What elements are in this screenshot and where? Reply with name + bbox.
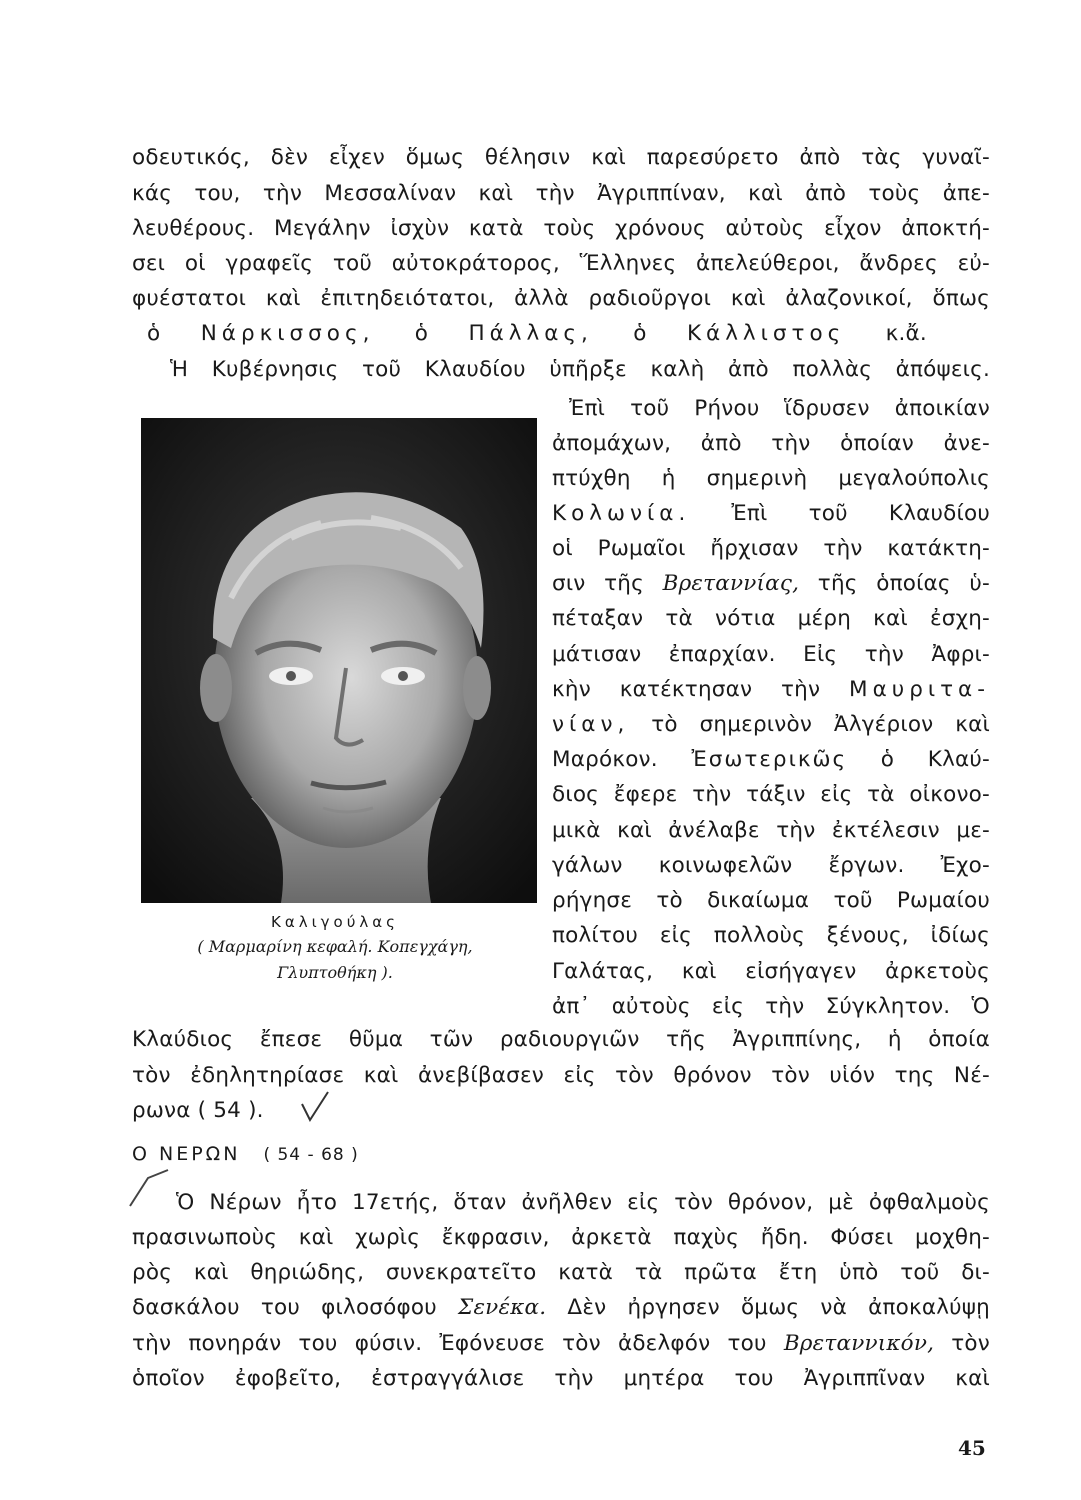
caption-line: ( Μαρμαρίνη κεφαλή. Κοπεγχάγη,: [197, 937, 473, 956]
portrait-illustration: [141, 418, 537, 903]
text-line: τὸν ἐδηλητηρίασε καὶ ἀνεβίβασεν εἰς τὸν θρόνον τὸν υἱόν της Νέ-: [132, 1063, 990, 1088]
text-line: ἀπ᾽ αὐτοὺς εἰς τὴν Σύγκλητον. Ὁ: [552, 994, 990, 1019]
text-line: ρήγησε τὸ δικαίωμα τοῦ Ρωμαίου: [552, 888, 990, 913]
heading-title: Ο ΝΕΡΩΝ: [132, 1143, 241, 1165]
name-pallas: Πάλλας,: [468, 321, 593, 346]
text-line: ρὸς καὶ θηριώδης, συνεκρατεῖτο κατὰ τὰ πρῶτα ἔτη ὑπὸ τοῦ δι-: [132, 1260, 990, 1285]
text-line: ρωνα ( 54 ).: [132, 1098, 264, 1123]
text-line: μάτισαν ἐπαρχίαν. Εἰς τὴν Ἀφρι-: [552, 642, 990, 667]
text-line: ἀπομάχων, ἀπὸ τὴν ὁποίαν ἀνε-: [552, 431, 990, 456]
names-line: [147, 319, 927, 349]
page-number: 45: [958, 1436, 986, 1460]
name-narkissos: Νάρκισσος,: [200, 321, 375, 346]
name-kallistos: Κάλλιστος: [686, 321, 846, 346]
text-line: σει οἱ γραφεῖς τοῦ αὐτοκράτορος, Ἕλληνες ἀπελεύθεροι, ἄνδρες εὐ-: [132, 251, 990, 276]
text-line: οδευτικός, δὲν εἶχεν ὅμως θέλησιν καὶ παρεσύρετο ἀπὸ τὰς γυναῖ-: [132, 145, 990, 170]
text-line: διος ἔφερε τὴν τάξιν εἰς τὰ οἰκονο-: [552, 782, 990, 807]
article: ὁ: [147, 321, 161, 346]
abbreviation: κ.ἄ.: [885, 321, 927, 346]
text-line: οἱ Ρωμαῖοι ἤρχισαν τὴν κατάκτη-: [552, 536, 990, 561]
text-line: Ἐπὶ τοῦ Ρήνου ἵδρυσεν ἀποικίαν: [569, 396, 990, 421]
text-line: ὁποῖον ἐφοβεῖτο, ἐστραγγάλισε τὴν μητέρα του Ἀγριππῖναν καὶ: [132, 1366, 990, 1391]
heading-dates: ( 54 - 68 ): [263, 1145, 359, 1165]
text-line: Γαλάτας, καὶ εἰσήγαγεν ἀρκετοὺς: [552, 959, 990, 984]
article: ὁ: [414, 321, 429, 346]
article: ὁ: [633, 321, 647, 346]
text-line: μικὰ καὶ ἀνέλαβε τὴν ἐκτέλεσιν με-: [552, 818, 990, 843]
text-line: πολίτου εἰς πολλοὺς ξένους, ἰδίως: [552, 923, 990, 948]
text-line: λευθέρους. Μεγάλην ἰσχὺν κατὰ τοὺς χρόνους αὐτοὺς εἶχον ἀποκτή-: [132, 216, 990, 241]
text-line: τὴν πονηράν του φύσιν. Ἐφόνευσε τὸν ἀδελφόν του Βρεταννικόν, τὸν: [132, 1331, 990, 1356]
text-line: πρασινωποὺς καὶ χωρὶς ἔκφρασιν, ἀρκετὰ παχὺς ἤδη. Φύσει μοχθη-: [132, 1225, 990, 1250]
text-line: σιν τῆς Βρεταννίας, τῆς ὁποίας ὑ-: [552, 571, 990, 596]
text-line: Ἡ Κυβέρνησις τοῦ Κλαυδίου ὑπῆρξε καλὴ ἀπὸ πολλὰς ἀπόψεις.: [170, 357, 990, 382]
check-mark-icon: [128, 1166, 172, 1210]
text-line: γάλων κοινωφελῶν ἔργων. Ἐχο-: [552, 853, 990, 878]
check-mark-icon: [298, 1090, 332, 1124]
text-line: κὴν κατέκτησαν τὴν Μαυριτα-: [552, 677, 990, 702]
text-line: δασκάλου του φιλοσόφου Σενέκα. Δὲν ἠργησεν ὅμως νὰ ἀποκαλύψῃ: [132, 1295, 990, 1320]
section-heading: [132, 1140, 359, 1169]
caption-line: Γλυπτοθήκη ).: [277, 963, 393, 982]
text-line: Κλαύδιος ἔπεσε θῦμα τῶν ραδιουργιῶν τῆς Ἀγριππίνης, ἡ ὁποία: [132, 1027, 990, 1052]
text-line: φυέστατοι καὶ ἐπιτηδειότατοι, ἀλλὰ ραδιοῦργοι καὶ ἀλαζονικοί, ὅπως: [132, 286, 990, 311]
text-line: νίαν, τὸ σημερινὸν Ἀλγέριον καὶ: [552, 712, 990, 737]
text-line: Μαρόκον. Ἐσωτερικῶς ὁ Κλαύ-: [552, 747, 990, 772]
text-line: Κολωνία. Ἐπὶ τοῦ Κλαυδίου: [552, 501, 990, 526]
text-line: κάς του, τὴν Μεσσαλίναν καὶ τὴν Ἀγριππίναν, καὶ ἀπὸ τοὺς ἀπε-: [132, 181, 990, 206]
caligula-portrait-photo: [141, 418, 537, 903]
caption-title: Καλιγούλας: [271, 913, 399, 931]
text-line: πτύχθη ἡ σημερινὴ μεγαλούπολις: [552, 466, 990, 491]
text-line: Ὁ Νέρων ἦτο 17ετής, ὅταν ἀνῆλθεν εἰς τὸν θρόνον, μὲ ὀφθαλμοὺς: [176, 1190, 990, 1215]
text-line: πέταξαν τὰ νότια μέρη καὶ ἐσχη-: [552, 606, 990, 631]
